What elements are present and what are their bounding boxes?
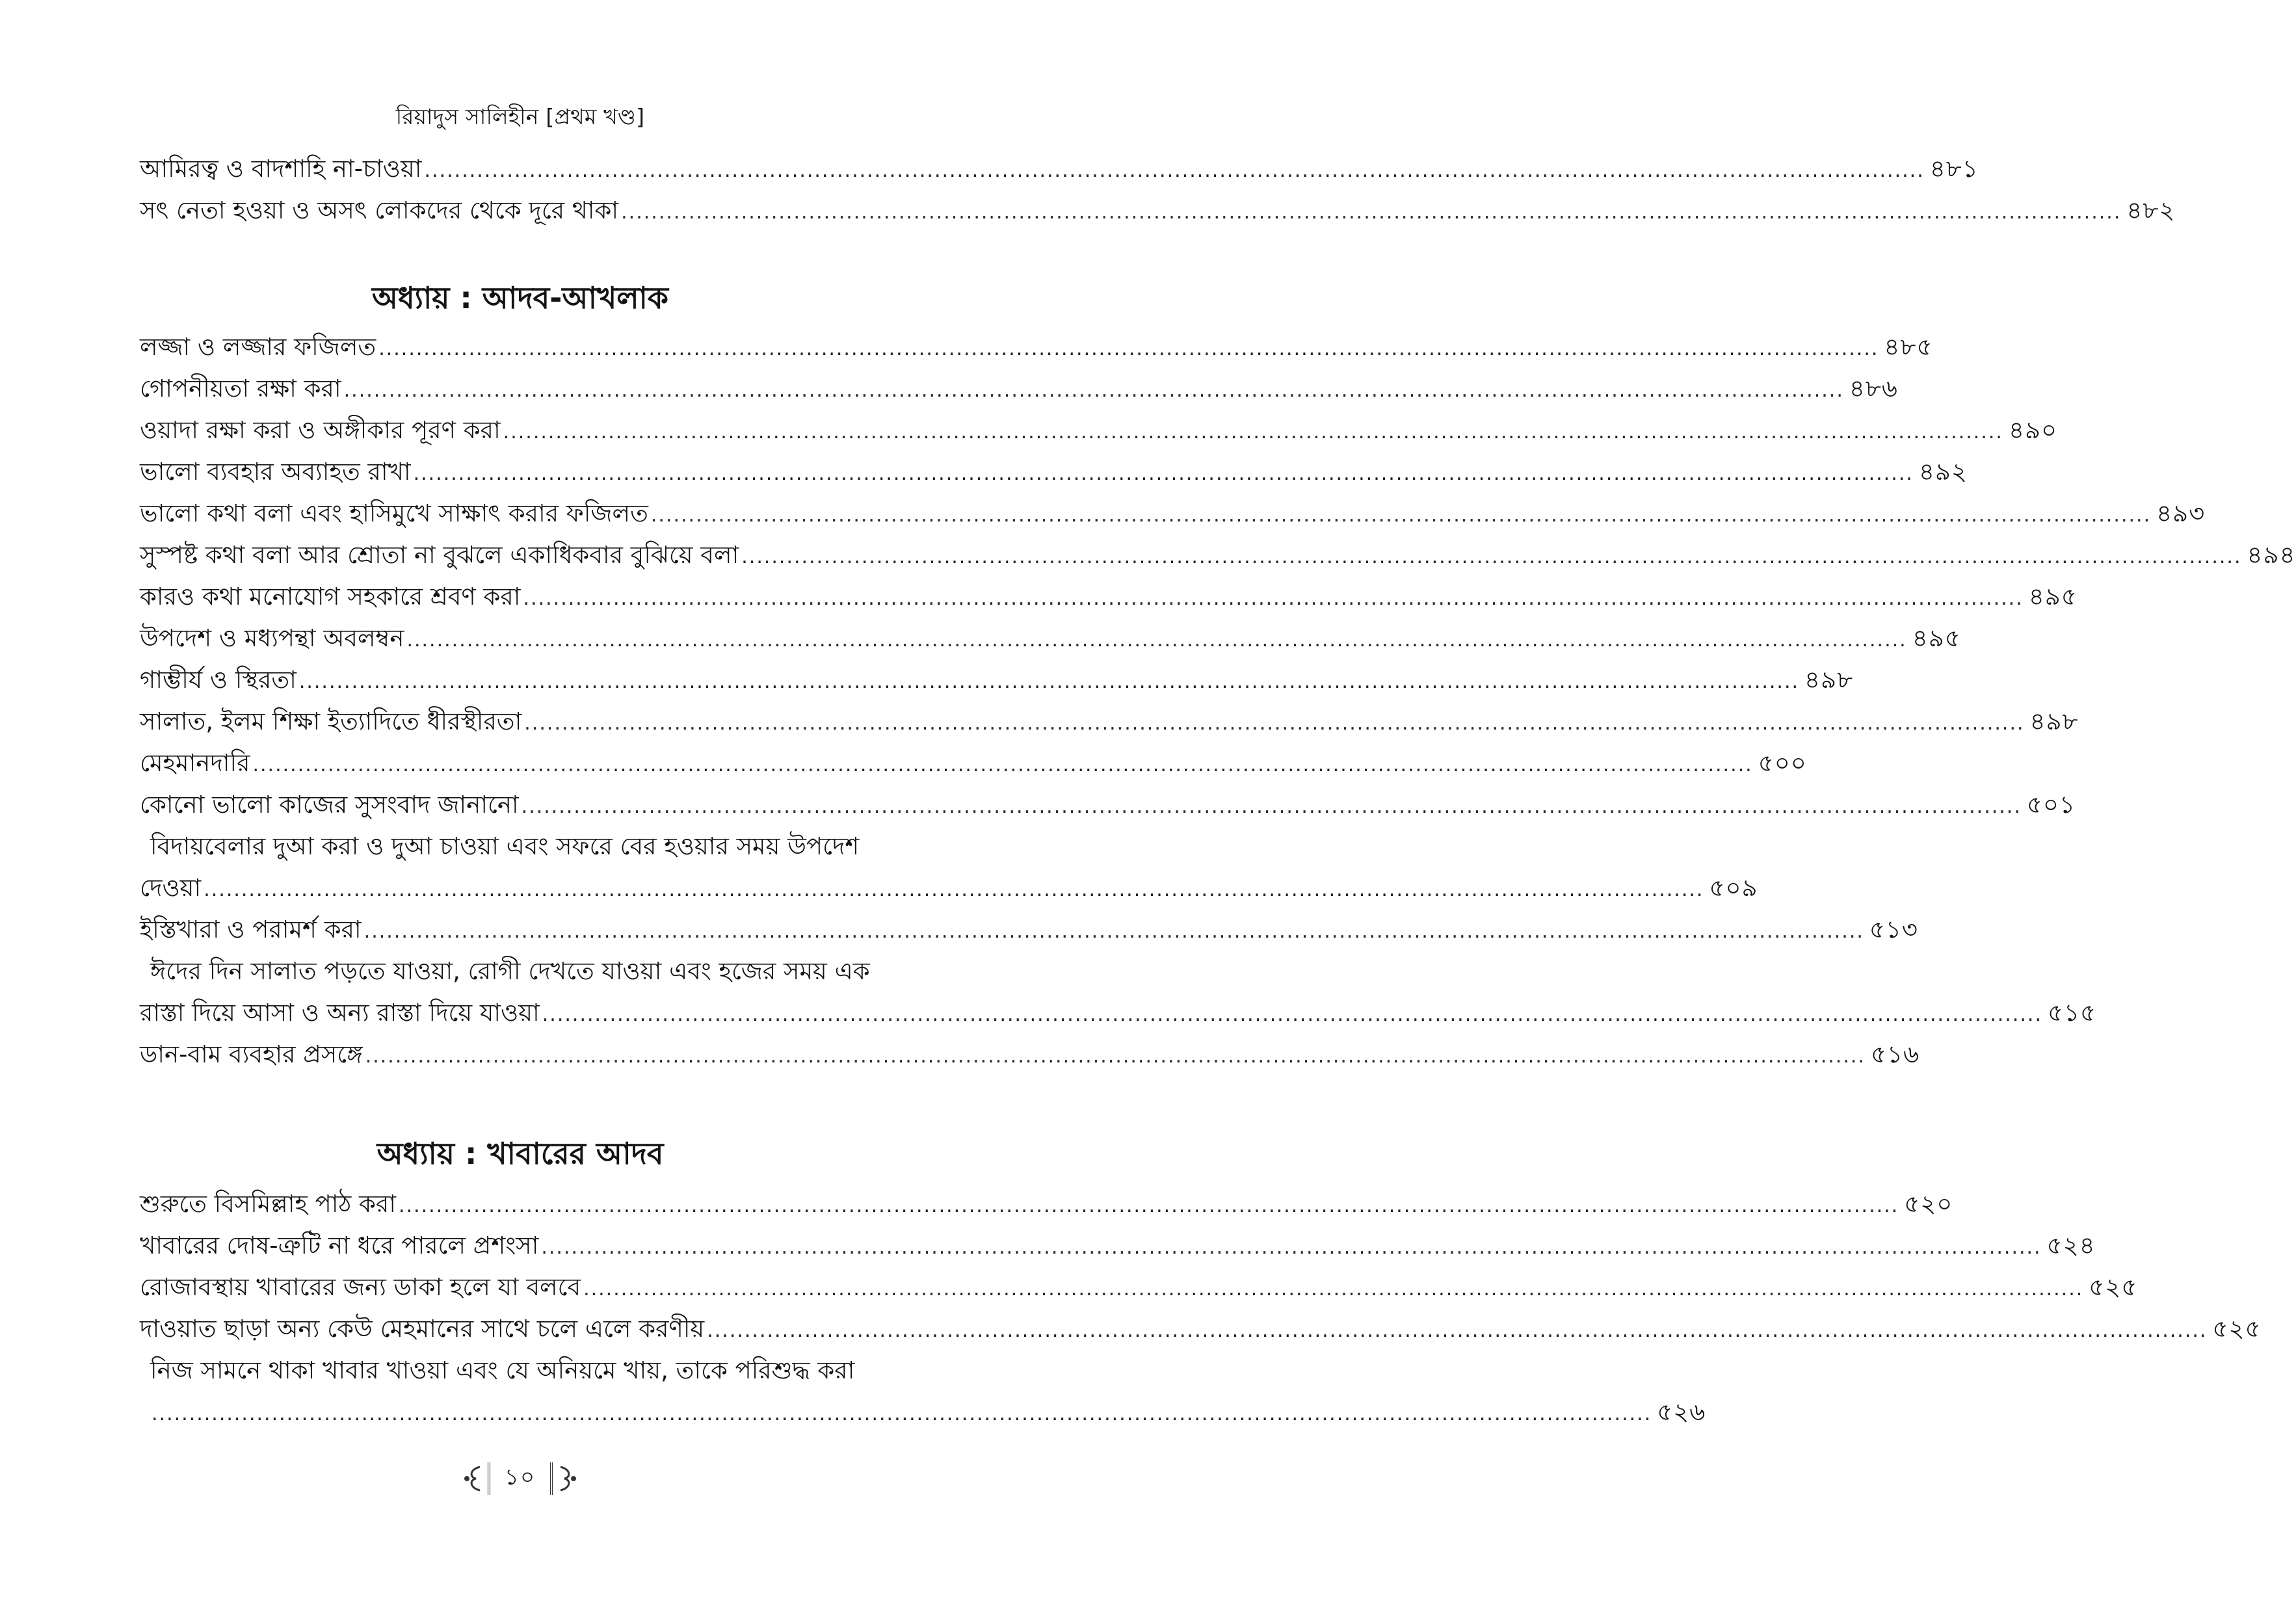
toc-entry-title: ইস্তিখারা ও পরামর্শ করা (140, 916, 362, 943)
toc-entry[interactable] (140, 784, 2076, 826)
toc-entry-page: ৪৮১ (1929, 155, 1979, 183)
toc-entry-title-line1: ঈদের দিন সালাত পড়তে যাওয়া, রোগী দেখতে যাওয়া এবং হজের সময় এক (150, 957, 870, 985)
toc-entry-title-line1: নিজ সামনে থাকা খাবার খাওয়া এবং যে অনিয়মে খায়, তাকে পরিশুদ্ধ করা (150, 1356, 855, 1384)
toc-entry[interactable] (140, 410, 2058, 451)
toc-entry[interactable] (140, 1034, 1920, 1075)
toc-entry-title: কারও কথা মনোযোগ সহকারে শ্রবণ করা (140, 583, 521, 611)
toc-entry[interactable] (140, 190, 2176, 231)
leader-dots: ........................................................................................................................................................................................................ (343, 379, 1844, 402)
leader-dots: ........................................................................................................................................................................................................ (650, 504, 2152, 527)
toc-entry-page: ৫২৪ (2046, 1232, 2096, 1259)
toc-entry-title: উপদেশ ও মধ্যপন্থা অবলম্বন (140, 624, 404, 652)
leader-dots: ........................................................................................................................................................................................................ (152, 1403, 1652, 1425)
toc-entry-page: ৪৯৫ (1912, 624, 1961, 652)
toc-entry-page: ৫১৬ (1870, 1040, 1920, 1068)
toc-entry-page: ৪৮২ (2126, 196, 2176, 224)
toc-entry-page: ৫০০ (1758, 749, 1807, 777)
chapter-heading: অধ্যায় : আদব-আখলাক (371, 280, 668, 315)
toc-entry-page: ৫২৫ (2212, 1315, 2262, 1343)
toc-entry[interactable] (140, 1308, 2262, 1350)
leader-dots: ........................................................................................................................................................................................................ (413, 462, 1914, 485)
toc-entry-title: কোনো ভালো কাজের সুসংবাদ জানানো (140, 791, 519, 819)
leader-dots: ........................................................................................................................................................................................................ (741, 546, 2242, 568)
toc-entry-title: সালাত, ইলম শিক্ষা ইত্যাদিতে ধীরস্থীরতা (140, 707, 522, 735)
toc-entry-page: ৪৯৮ (1804, 666, 1854, 694)
toc-section-top (140, 148, 2176, 231)
toc-entry[interactable] (140, 326, 1933, 368)
toc-entry-title: ভালো কথা বলা এবং হাসিমুখে সাক্ষাৎ করার ফজিলত (140, 499, 648, 527)
leader-dots: ........................................................................................................................................................................................................ (406, 629, 1907, 652)
toc-entry[interactable] (140, 493, 2206, 534)
leader-dots: ........................................................................................................................................................................................................ (521, 795, 2022, 818)
leader-dots: ........................................................................................................................................................................................................ (541, 1236, 2042, 1259)
toc-entry-page: ৫০৯ (1709, 874, 1758, 902)
right-ornament-icon (557, 1464, 580, 1493)
leader-dots: ........................................................................................................................................................................................................ (621, 201, 2122, 224)
toc-entry[interactable] (140, 576, 2078, 618)
toc-entry[interactable] (140, 743, 1807, 784)
toc-entry-page: ৫১৫ (2048, 999, 2097, 1027)
toc-entry-title-line2: দেওয়া (140, 874, 202, 902)
toc-entry[interactable] (140, 534, 2296, 576)
toc-entry[interactable] (140, 1267, 2138, 1308)
toc-entry[interactable] (140, 1225, 2096, 1267)
toc-entry-page: ৪৯৫ (2028, 583, 2078, 611)
leader-dots: ........................................................................................................................................................................................................ (363, 920, 1864, 943)
toc-entry-page: ৪৮৬ (1849, 375, 1898, 402)
toc-entry-page: ৫১৩ (1869, 916, 1918, 943)
toc-section-chapter-2 (140, 1183, 2262, 1433)
page-number: ১০ (488, 1462, 553, 1495)
leader-dots: ........................................................................................................................................................................................................ (523, 587, 2024, 610)
toc-entry-title: সৎ নেতা হওয়া ও অসৎ লোকদের থেকে দূরে থাকা (140, 196, 619, 224)
toc-entry-title: শুরুতে বিসমিল্লাহ পাঠ করা (140, 1190, 396, 1218)
toc-entry-page: ৪৯০ (2008, 416, 2058, 444)
toc-entry-title: গাম্ভীর্য ও স্থিরতা (140, 666, 297, 694)
toc-entry-title-line2: রাস্তা দিয়ে আসা ও অন্য রাস্তা দিয়ে যাওয়া (140, 999, 540, 1027)
leader-dots: ........................................................................................................................................................................................................ (298, 670, 1800, 693)
toc-entry-title: রোজাবস্থায় খাবারের জন্য ডাকা হলে যা বলবে (140, 1273, 581, 1301)
toc-entry[interactable] (140, 148, 1979, 190)
toc-entry-title: ওয়াদা রক্ষা করা ও অঙ্গীকার পূরণ করা (140, 416, 501, 444)
leader-dots: ........................................................................................................................................................................................................ (398, 1194, 1899, 1217)
leader-dots: ........................................................................................................................................................................................................ (524, 712, 2025, 735)
toc-entry[interactable] (140, 1391, 1706, 1433)
toc-entry-page: ৫২০ (1904, 1190, 1953, 1218)
toc-entry-continued-line[interactable] (140, 951, 894, 992)
toc-entry-title: ডান-বাম ব্যবহার প্রসঙ্গে (140, 1040, 363, 1068)
toc-entry-page: ৪৯৪ (2247, 541, 2296, 569)
leader-dots: ........................................................................................................................................................................................................ (583, 1278, 2084, 1300)
leader-dots: ........................................................................................................................................................................................................ (365, 1045, 1866, 1068)
toc-entry-title: মেহমানদারি (140, 749, 250, 777)
toc-entry-title: দাওয়াত ছাড়া অন্য কেউ মেহমানের সাথে চলে এলে করণীয় (140, 1315, 705, 1343)
toc-entry-page: ৫০১ (2026, 791, 2076, 819)
leader-dots: ........................................................................................................................................................................................................ (503, 421, 2003, 443)
toc-entry-continued-line[interactable] (140, 826, 894, 867)
toc-entry-page: ৪৯২ (1918, 458, 1968, 486)
toc-entry[interactable] (140, 659, 1854, 701)
toc-entry-title: লজ্জা ও লজ্জার ফজিলত (140, 333, 376, 361)
toc-entry[interactable] (140, 1183, 1953, 1225)
toc-entry[interactable] (140, 867, 1758, 909)
leader-dots: ........................................................................................................................................................................................................ (707, 1319, 2208, 1342)
toc-entry[interactable] (140, 992, 2097, 1034)
leader-dots: ........................................................................................................................................................................................................ (378, 337, 1879, 360)
toc-entry[interactable] (140, 618, 1961, 659)
leader-dots: ........................................................................................................................................................................................................ (542, 1003, 2042, 1026)
toc-entry-page: ৫২৬ (1657, 1398, 1706, 1426)
toc-entry-continued-line[interactable] (140, 1350, 894, 1391)
toc-entry-title-line1: বিদায়বেলার দুআ করা ও দুআ চাওয়া এবং সফরে বের হওয়ার সময় উপদেশ (150, 832, 860, 860)
toc-entry-page: ৪৯৩ (2156, 499, 2206, 527)
toc-entry[interactable] (140, 368, 1898, 410)
toc-entry-title: সুস্পষ্ট কথা বলা আর শ্রোতা না বুঝলে একাধিকবার বুঝিয়ে বলা (140, 541, 739, 569)
leader-dots: ........................................................................................................................................................................................................ (424, 159, 1925, 182)
toc-entry[interactable] (140, 451, 1968, 493)
page-footer (0, 1459, 1040, 1498)
toc-entry-title: আমিরত্ব ও বাদশাহি না-চাওয়া (140, 155, 422, 183)
toc-entry[interactable] (140, 701, 2079, 743)
toc-entry-title: গোপনীয়তা রক্ষা করা (140, 375, 341, 402)
leader-dots: ........................................................................................................................................................................................................ (204, 878, 1704, 901)
toc-entry-page: ৪৯৮ (2029, 707, 2079, 735)
chapter-heading: অধ্যায় : খাবারের আদব (376, 1136, 664, 1171)
leader-dots: ........................................................................................................................................................................................................ (252, 754, 1753, 776)
toc-entry-title: খাবারের দোষ-ত্রুটি না ধরে পারলে প্রশংসা (140, 1232, 539, 1259)
toc-section-chapter-1 (140, 326, 2296, 1075)
toc-entry[interactable] (140, 909, 1918, 951)
running-header: রিয়াদুস সালিহীন [প্রথম খণ্ড] (395, 104, 645, 129)
left-ornament-icon (460, 1464, 484, 1493)
toc-entry-title: ভালো ব্যবহার অব্যাহত রাখা (140, 458, 411, 486)
toc-entry-page: ৪৮৫ (1884, 333, 1933, 361)
toc-entry-page: ৫২৫ (2089, 1273, 2138, 1301)
